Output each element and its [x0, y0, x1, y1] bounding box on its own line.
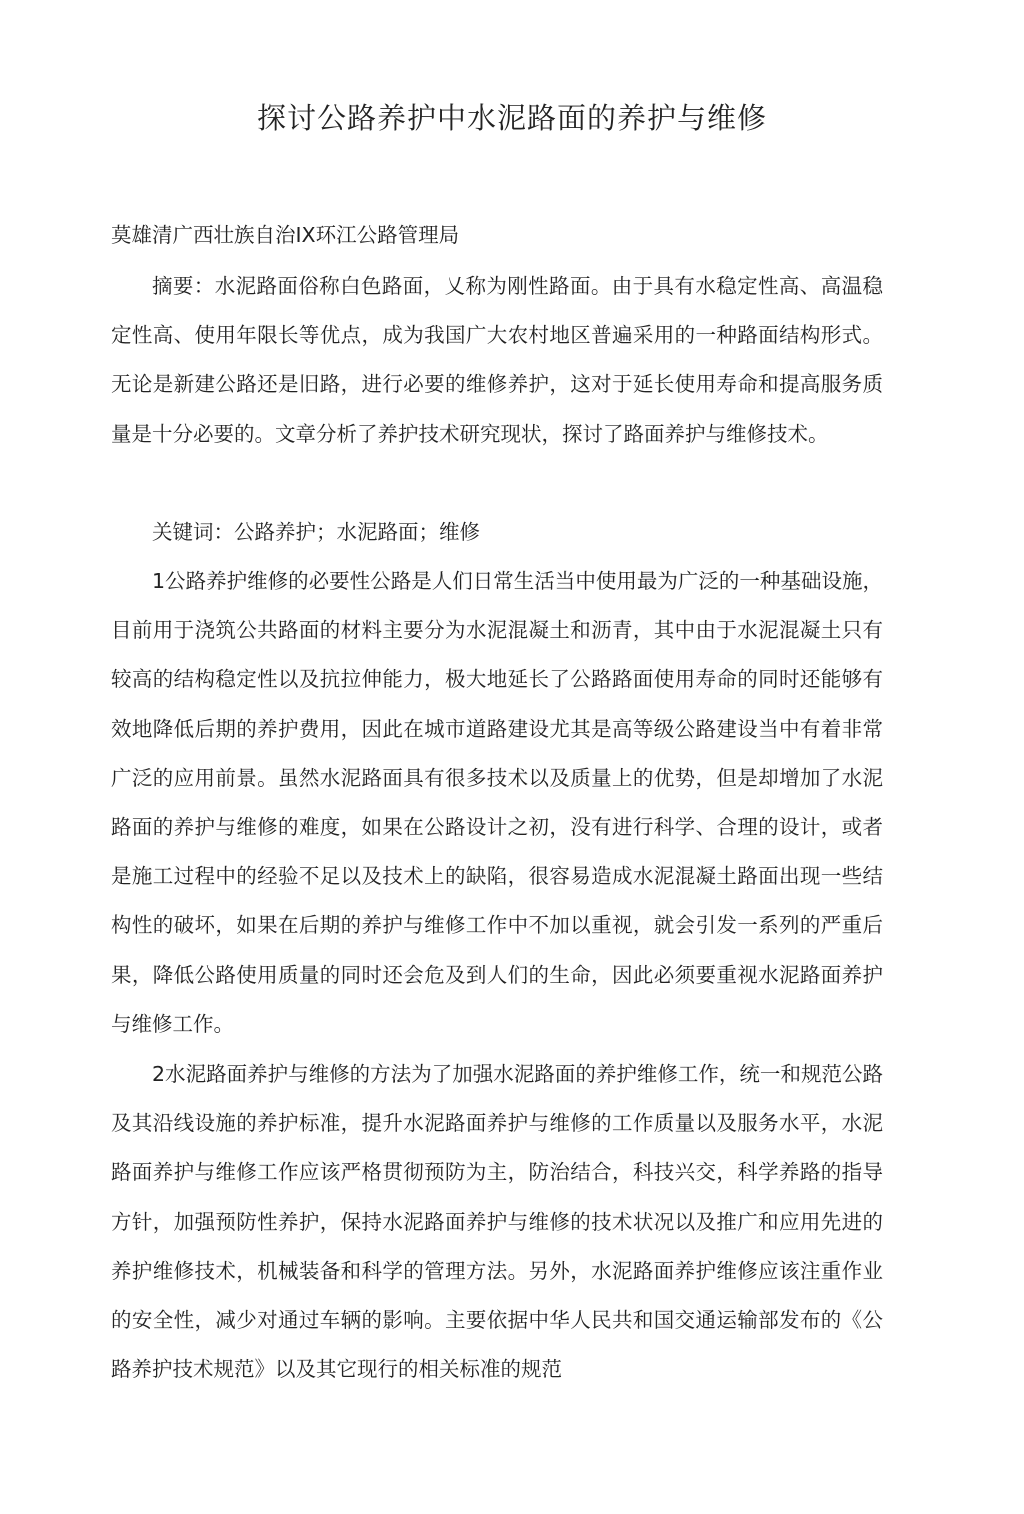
- section-1-paragraph: 1公路养护维修的必要性公路是人们日常生活当中使用最为广泛的一种基础设施，目前用于浇筑公共路面的材料主要分为水泥混凝土和沥青，其中由于水泥混凝土只有较高的结构稳定性以及抗拉伸能力，极大地延长了公路路面使用寿命的同时还能够有效地降低后期的养护费用，因此在城市道路建设尤其是高等级公路建设当中有着非常广泛的应用前景。虽然水泥路面具有很多技术以及质量上的优势，但是却增加了水泥路面的养护与维修的难度，如果在公路设计之初，没有进行科学、合理的设计，或者是施工过程中的经验不足以及技术上的缺陷，很容易造成水泥混凝土路面出现一些结构性的破坏，如果在后期的养护与维修工作中不加以重视，就会引发一系列的严重后果，降低公路使用质量的同时还会危及到人们的生命，因此必须要重视水泥路面养护与维修工作。: [111, 569, 883, 1036]
- document-title: 探讨公路养护中水泥路面的养护与维修: [256, 101, 767, 135]
- keywords-section: [111, 508, 883, 557]
- abstract-section: [111, 262, 883, 459]
- section-1: [111, 557, 883, 1049]
- section-2-paragraph: 2水泥路面养护与维修的方法为了加强水泥路面的养护维修工作，统一和规范公路及其沿线设施的养护标准，提升水泥路面养护与维修的工作质量以及服务水平，水泥路面养护与维修工作应该严格贯彻预防为主，防治结合，科技兴交，科学养路的指导方针，加强预防性养护，保持水泥路面养护与维修的技术状况以及推广和应用先进的养护维修技术，机械装备和科学的管理方法。另外，水泥路面养护维修应该注重作业的安全性，减少对通过车辆的影响。主要依据中华人民共和国交通运输部发布的《公路养护技术规范》以及其它现行的相关标准的规范: [111, 1062, 883, 1382]
- keywords-paragraph: 关键词：公路养护；水泥路面；维修: [152, 520, 480, 544]
- author-line: 莫雄清广西壮族自治IX环江公路管理局: [111, 223, 460, 247]
- abstract-paragraph: 摘要：水泥路面俗称白色路面，乂称为刚性路面。由于具有水稳定性高、高温稳定性高、使用年限长等优点，成为我国广大农村地区普遍采用的一种路面结构形式。无论是新建公路还是旧路，进行必要的维修养护，这对于延长使用寿命和提高服务质量是十分必要的。文章分析了养护技术研究现状，探讨了路面养护与维修技术。: [111, 274, 883, 446]
- section-2: [111, 1050, 883, 1394]
